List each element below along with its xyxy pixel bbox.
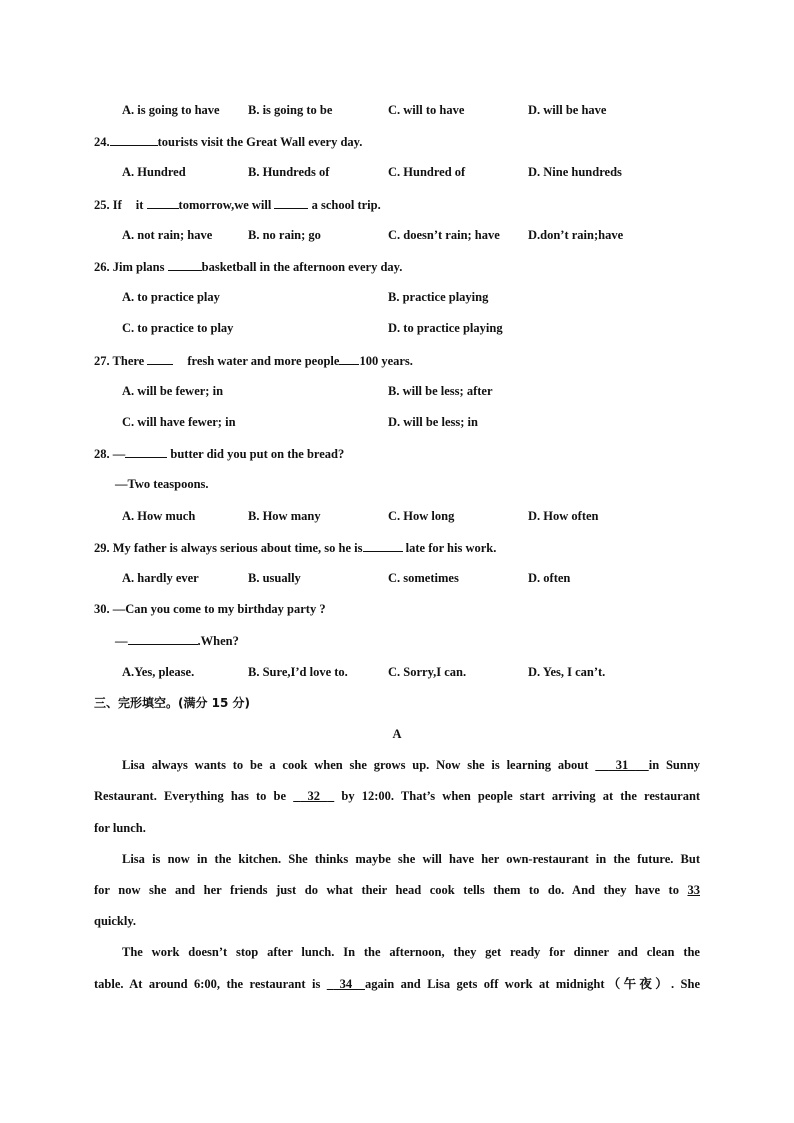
q24-text: tourists visit the Great Wall every day. [157,135,363,149]
passage-text: in Sunny [648,758,701,772]
passage-line-4: Lisa is now in the kitchen. She thinks maybe she will have her own-restaurant in the future. But [122,852,700,866]
passage-text: for now she and her friends just do what their head cook tells them to do. And they have to [94,883,679,897]
passage-line-8 [94,976,700,992]
q30-option-c: C. Sorry,I can. [388,665,467,679]
q27-option-b: B. will be less; after [388,384,493,398]
q28-blank [125,445,167,458]
q29-option-c: C. sometimes [388,571,459,585]
q28-number: 28. — [94,447,126,461]
q25-option-a: A. not rain; have [122,228,213,242]
q24-blank [110,133,158,146]
q24-option-a: A. Hundred [122,165,186,179]
q30-reply-text: .When? [197,634,239,648]
q25-option-c: C. doesn’t rain; have [388,228,500,242]
blank-32: 32 [300,789,328,803]
q28-option-c: C. How long [388,509,455,523]
q29-stem [94,539,496,556]
q27-option-a: A. will be fewer; in [122,384,224,398]
passage-line-3: for lunch. [94,821,146,835]
q28-stem [94,445,344,462]
q27-blank-1 [147,352,173,365]
q24-option-d: D. Nine hundreds [528,165,622,179]
q25-text-1: it [135,198,144,212]
q24-option-c: C. Hundred of [388,165,466,179]
q26-number: 26. Jim plans [94,260,165,274]
blank-31: 31 [608,758,636,772]
q30-option-b: B. Sure,I’d love to. [248,665,348,679]
q29-option-a: A. hardly ever [122,571,199,585]
q28-option-b: B. How many [248,509,321,523]
q23-option-a: A. is going to have [122,103,220,117]
section-heading: 三、完形填空。(满分 15 分) [94,696,251,710]
q28-option-a: A. How much [122,509,196,523]
q27-option-d: D. will be less; in [388,415,478,429]
q30-stem: 30. —Can you come to my birthday party ? [94,602,326,616]
q26-option-d: D. to practice playing [388,321,503,335]
q24-stem [94,133,362,150]
q26-option-b: B. practice playing [388,290,489,304]
q25-blank-1 [147,196,179,209]
q27-text-1: fresh water and more people [187,354,340,368]
q27-option-c: C. will have fewer; in [122,415,236,429]
q27-text-2: 100 years. [359,354,413,368]
q25-option-d: D.don’t rain;have [528,228,624,242]
passage-line-1 [94,757,700,773]
q30-reply-dash: — [115,634,128,648]
q29-option-d: D. often [528,571,571,585]
passage-text: Lisa always wants to be a cook when she grows up. Now she is learning about [122,758,589,772]
q29-option-b: B. usually [248,571,301,585]
passage-text: by 12:00. That’s when people start arriving at the restaurant [341,789,701,803]
passage-line-5 [94,882,700,898]
passage-line-6: quickly. [94,914,137,928]
q27-blank-2 [339,352,359,365]
q26-option-a: A. to practice play [122,290,220,304]
passage-text: Restaurant. Everything has to be [94,789,287,803]
passage-line-7: The work doesn’t stop after lunch. In the afternoon, they get ready for dinner and clean the [122,945,700,959]
q26-blank [168,258,202,271]
q25-blank-2 [274,196,308,209]
q23-option-d: D. will be have [528,103,607,117]
q28-text: butter did you put on the bread? [170,447,345,461]
q30-option-d: D. Yes, I can’t. [528,665,606,679]
passage-text: again and Lisa gets off work at midnight（午夜）. She [365,977,701,991]
blank-33: 33 [687,883,700,897]
q29-blank [363,539,403,552]
passage-part-label: A [392,727,402,741]
q25-text-3: a school trip. [311,198,381,212]
q30-option-a: A.Yes, please. [122,665,195,679]
q23-option-b: B. is going to be [248,103,333,117]
q25-option-b: B. no rain; go [248,228,321,242]
q27-number: 27. There [94,354,145,368]
q24-option-b: B. Hundreds of [248,165,330,179]
passage-line-2 [94,788,700,804]
q26-stem [94,258,402,275]
q29-text: late for his work. [405,541,497,555]
q28-reply: —Two teaspoons. [115,477,209,491]
q26-option-c: C. to practice to play [122,321,234,335]
q28-option-d: D. How often [528,509,599,523]
q27-stem [94,352,413,369]
q29-number: 29. My father is always serious about time, so he is [94,541,363,555]
q25-stem [94,196,381,213]
q23-option-c: C. will to have [388,103,465,117]
q30-reply [115,632,239,649]
q25-number: 25. If [94,198,122,212]
q30-blank [128,632,198,645]
blank-34: 34 [333,977,359,991]
q26-text: basketball in the afternoon every day. [201,260,403,274]
q24-number: 24. [94,135,110,149]
passage-text: table. At around 6:00, the restaurant is [94,977,321,991]
q25-text-2: tomorrow,we will [178,198,272,212]
